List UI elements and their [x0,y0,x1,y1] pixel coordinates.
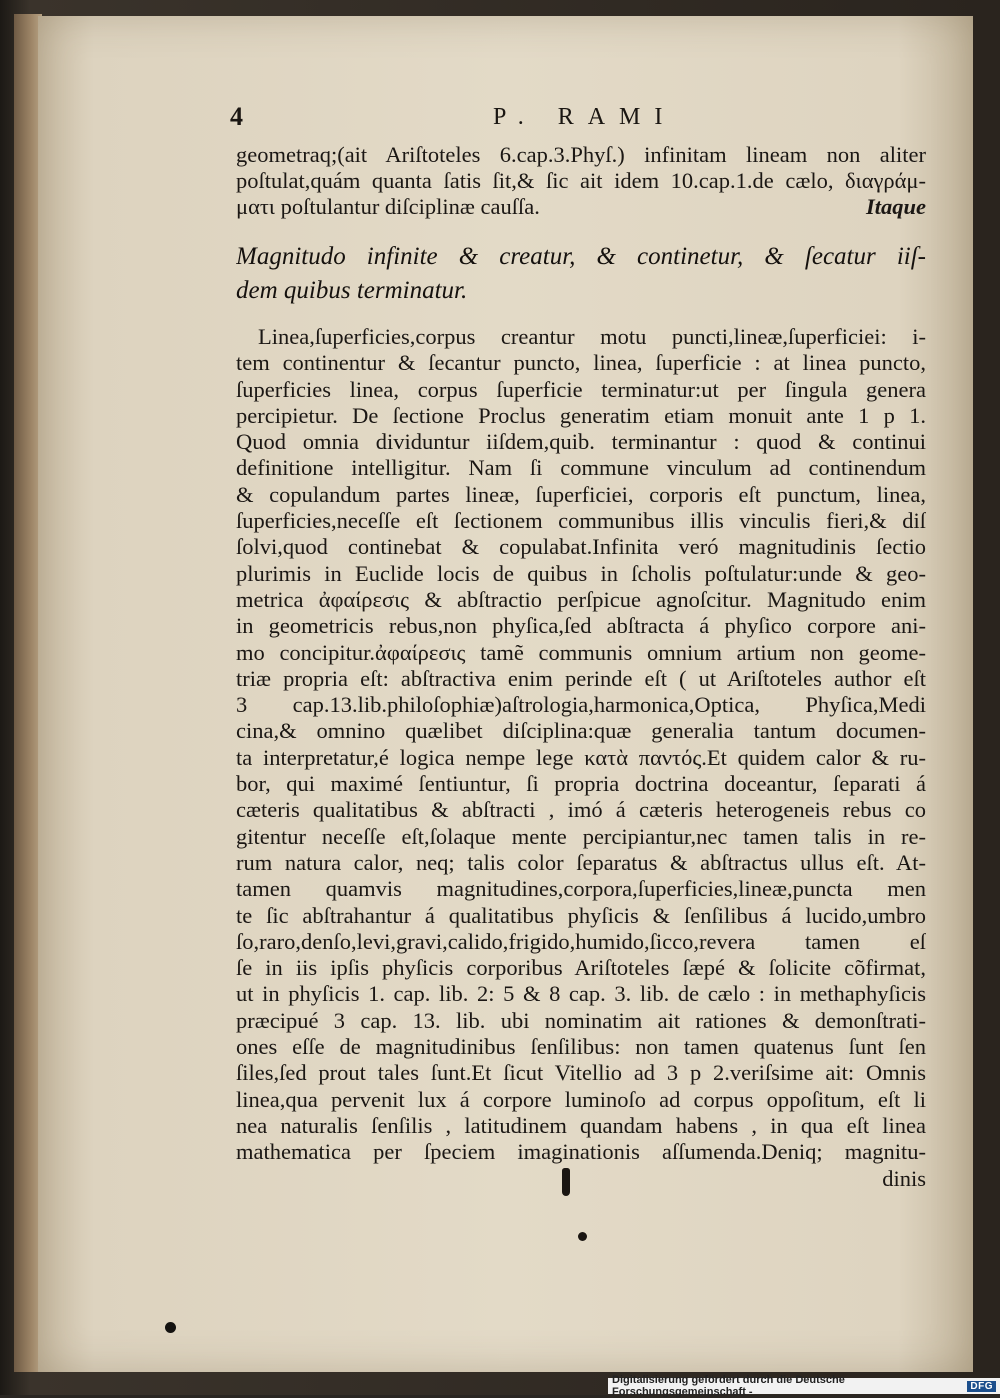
text-line: in geometricis rebus,non phyſica,ſed abſtracta á phyſico corpore ani- [236,613,926,639]
text-line: metrica ἀφαίρεσις & abſtractio perſpicue agnoſcitur. Magnitudo enim [236,586,926,612]
text-line: rum natura calor, neq; talis color ſeparatus & abſtractus ullus eſt. At- [236,849,926,875]
page-number: 4 [230,102,243,131]
text-line: cina,& omnino quælibet diſciplina:quæ generalia tantum documen- [236,718,926,744]
text-line: ſuperficies,neceſſe eſt ſectionem communibus illis vinculis fieri,& diſ [236,508,926,534]
text-line: te ſic abſtrahantur á qualitatibus phyſicis & ſenſilibus á lucido,umbro [236,902,926,928]
digitization-notice: Digitalisierung gefördert durch die Deutsche Forschungsgemeinschaft - [612,1374,845,1398]
text-line: ſiles,ſed prout tales ſunt.Et ſicut Vitellio ad 3 p 2.veriſsime ait: Omnis [236,1060,926,1086]
catchword-line [236,1166,926,1192]
text-line: cæteris qualitatibus & abſtracti , imó á cæteris heterogeneis rebus co [236,797,926,823]
text-line: definitione intelligitur. Nam ſi commune vinculum ad continendum [236,455,926,481]
text-line: 3 cap.13.lib.philoſophiæ)aſtrologia,harmonica,Optica, Phyſica,Medi [236,692,926,718]
section-heading [236,240,926,308]
text-line: ματι poſtulantur diſciplinæ cauſſa. [236,194,540,219]
text-line: ut in phyſicis 1. cap. lib. 2: 5 & 8 cap. 3. lib. de cælo : in methaphyſicis [236,981,926,1007]
previous-paragraph [236,142,926,220]
text-line: præcipué 3 cap. 13. lib. ubi nominatim ait rationes & demonſtrati- [236,1007,926,1033]
text-line: linea,qua pervenit lux á corpore luminoſo ad corpus oppoſitum, eſt li [236,1086,926,1112]
text-line: nea naturalis ſenſilis , latitudinem quandam habens , in qua eſt linea [236,1112,926,1138]
text-line: tamen quamvis magnitudines,corpora,ſuperficies,lineæ,puncta men [236,876,926,902]
text-line: mathematica per ſpeciem imaginationis aſſumenda.Deniq; magnitu- [236,1139,926,1165]
book-page [38,16,973,1372]
text-line: poſtulat,quám quanta ſatis ſit,& ſic ait idem 10.cap.1.de cælo, διαγράμ- [236,168,926,193]
text-line: gitentur neceſſe eſt,ſolaque mente percipiantur,nec tamen talis in re- [236,823,926,849]
text-line: percipietur. De ſectione Proclus generatim etiam monuit ante 1 p 1. [236,402,926,428]
text-line-with-catchword [236,194,926,220]
text-line: ſolvi,quod continebat & copulabat.Infinita veró magnitudinis ſectio [236,534,926,560]
heading-line: dem quibus terminatur. [236,277,468,304]
text-line: plurimis in Euclide locis de quibus in ſcholis poſtulatur:unde & geo- [236,560,926,586]
ink-blot-mark [562,1168,570,1196]
text-line: Linea,ſuperficies,corpus creantur motu puncti,lineæ,ſuperficiei: i- [258,324,926,349]
text-line: ſe in iis ipſis phyſicis corporibus Ariſtoteles ſæpé & ſolicite cõfirmat, [236,955,926,981]
text-line: mo concipitur.ἀφαίρεσις tamẽ communis omnium artium non geome- [236,639,926,665]
body-paragraph [236,324,926,1192]
text-line: ta interpretatur,é logica nempe lege κατὰ παντός.Et quidem calor & ru- [236,744,926,770]
text-line: geometraq;(ait Ariſtoteles 6.cap.3.Phyſ.) infinitam lineam non aliter [236,142,926,167]
catchword: dinis [882,1165,926,1191]
text-line: ſuperficies linea, corpus ſuperficie terminatur:ut per ſingula genera [236,376,926,402]
running-head [230,102,790,138]
text-line: tem continentur & ſecantur puncto, linea, ſuperficie : at linea puncto, [236,350,926,376]
text-line: ſo,raro,denſo,levi,gravi,calido,frigido,humido,ſicco,revera tamen eſ [236,928,926,954]
text-line: ones eſſe de magnitudinibus ſenſilibus: non tamen quatenus ſunt ſen [236,1034,926,1060]
text-block [236,142,926,1192]
heading-line: Magnitudo infinite & creatur, & continetur, & ſecatur iiſ- [236,243,926,270]
dfg-logo: DFG [967,1381,996,1392]
ink-dot-mark [578,1232,587,1241]
catchword: Itaque [865,194,926,219]
ink-dot-mark [165,1322,176,1333]
running-title: P. RAMI [493,104,677,130]
text-line: & copulandum partes lineæ, ſuperficiei, corporis eſt punctum, linea, [236,481,926,507]
text-line: Quod omnia dividuntur iiſdem,quib. terminantur : quod & continui [236,429,926,455]
digitization-footer [608,1374,1000,1398]
text-line: triæ propria eſt: abſtractiva enim perinde eſt ( ut Ariſtoteles author eſt [236,665,926,691]
text-line: bor, qui maximé ſentiuntur, ſi propria doctrina doceantur, ſeparati á [236,771,926,797]
